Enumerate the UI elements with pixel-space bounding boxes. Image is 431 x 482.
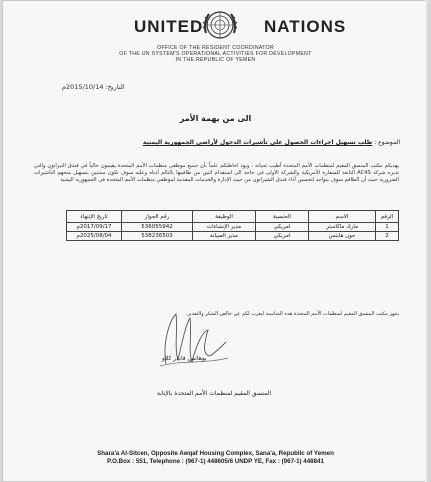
- col-header-number: الرقم: [376, 211, 399, 223]
- letter-date: التاريخ: 2015/10/14م: [62, 83, 125, 91]
- cell-name: مارك ماكاستر: [309, 223, 376, 232]
- col-header-passport: رقم الجواز: [122, 211, 193, 223]
- letter-sheet: [2, 0, 429, 482]
- subject-label: الموضوع :: [374, 139, 400, 146]
- col-header-name: الاسم: [309, 211, 376, 223]
- addressee: الى من يهمة الأمر: [179, 114, 252, 123]
- col-header-job: الوظيفة: [193, 211, 256, 223]
- cell-number: 1: [376, 223, 399, 232]
- cell-number: 2: [376, 232, 399, 241]
- signer-name: يوهانس فانذر كلاو: [162, 355, 207, 362]
- signer-title: المنسق المقيم لمنظمات الأمم المتحدة بالإنابة: [157, 390, 271, 397]
- cell-passport: 538236503: [122, 232, 193, 241]
- nations-word: NATIONS: [264, 17, 347, 36]
- footer-address: Shara'a Al-Sitcen, Opposite Awqaf Housing Complex, Sana'a, Republic of Yemen: [97, 450, 334, 457]
- cell-passport: 536055942: [122, 223, 193, 232]
- cell-job: مدير الإنشاءات: [193, 223, 256, 232]
- table-header-row: [67, 211, 399, 223]
- scan-edge: [425, 0, 429, 482]
- cell-nationality: امريكي: [256, 232, 309, 241]
- col-header-expiry: تاريخ الإنتهاء: [67, 211, 122, 223]
- letter-body: يهديكم مكتب المنسق المقيم لمنظمات الأمم المتحدة أطيب تحياته ، ويود احاطتكم علماً بأن جميع موظفي منظمات الأمم المتحدة يقيمون حالياً في فندق التيراتون والتي تديره شركة AC4S التابعة للسفارة الأمريكية والشركة الأولى في حاجة الى استقدام اثنين من طاقمها بالتالم أدناه وعليه سوف تكون ممتنين بتسهيل منحهم التأشيرات الضرورية حيث أن الطاقم سوف يتواجد لتحسين أداء فندق الشيراتون من حيث الإدارة والخدمات المقدمة لموظفي منظمات الأمم المتحدة في الجمهورية اليمنية: [34, 163, 399, 183]
- table-row: [67, 223, 399, 232]
- un-emblem-icon: [200, 5, 240, 45]
- cell-expiry: 2017/09/17م: [67, 223, 122, 232]
- closing-line: ينتهز مكتب المنسق المقيم لمنظمات الأمم المتحدة هذه المناسبة ليعرب لكم عن خالص الشكر والتقدير.: [185, 311, 399, 317]
- cell-expiry: 2025/08/04م: [67, 232, 122, 241]
- table-row: [67, 232, 399, 241]
- office-line-3: IN THE REPUBLIC OF YEMEN: [175, 57, 256, 63]
- cell-nationality: امريكي: [256, 223, 309, 232]
- col-header-nationality: الجنسية: [256, 211, 309, 223]
- subject-text: طلب تسهيل اجراءات الحصول على تأشيرات الدخول لأراضي الجمهورية اليمنية: [142, 139, 373, 146]
- united-word: UNITED: [134, 17, 204, 36]
- persons-table: [66, 210, 399, 241]
- office-line-1: OFFICE OF THE RESIDENT COORDINATOR: [156, 45, 275, 51]
- cell-job: مدير الصيانة: [193, 232, 256, 241]
- subject-line: [32, 139, 400, 146]
- office-line-2: OF THE UN SYSTEM'S OPERATIONAL ACTIVITIES FOR DEVELOPMENT: [119, 51, 312, 57]
- letterhead: [2, 5, 429, 45]
- cell-name: جون هاينس: [309, 232, 376, 241]
- footer-contact: P.O.Box : 551, Telephone : (967-1) 448605/6 UNDP YE, Fax : (967-1) 448841: [107, 458, 324, 465]
